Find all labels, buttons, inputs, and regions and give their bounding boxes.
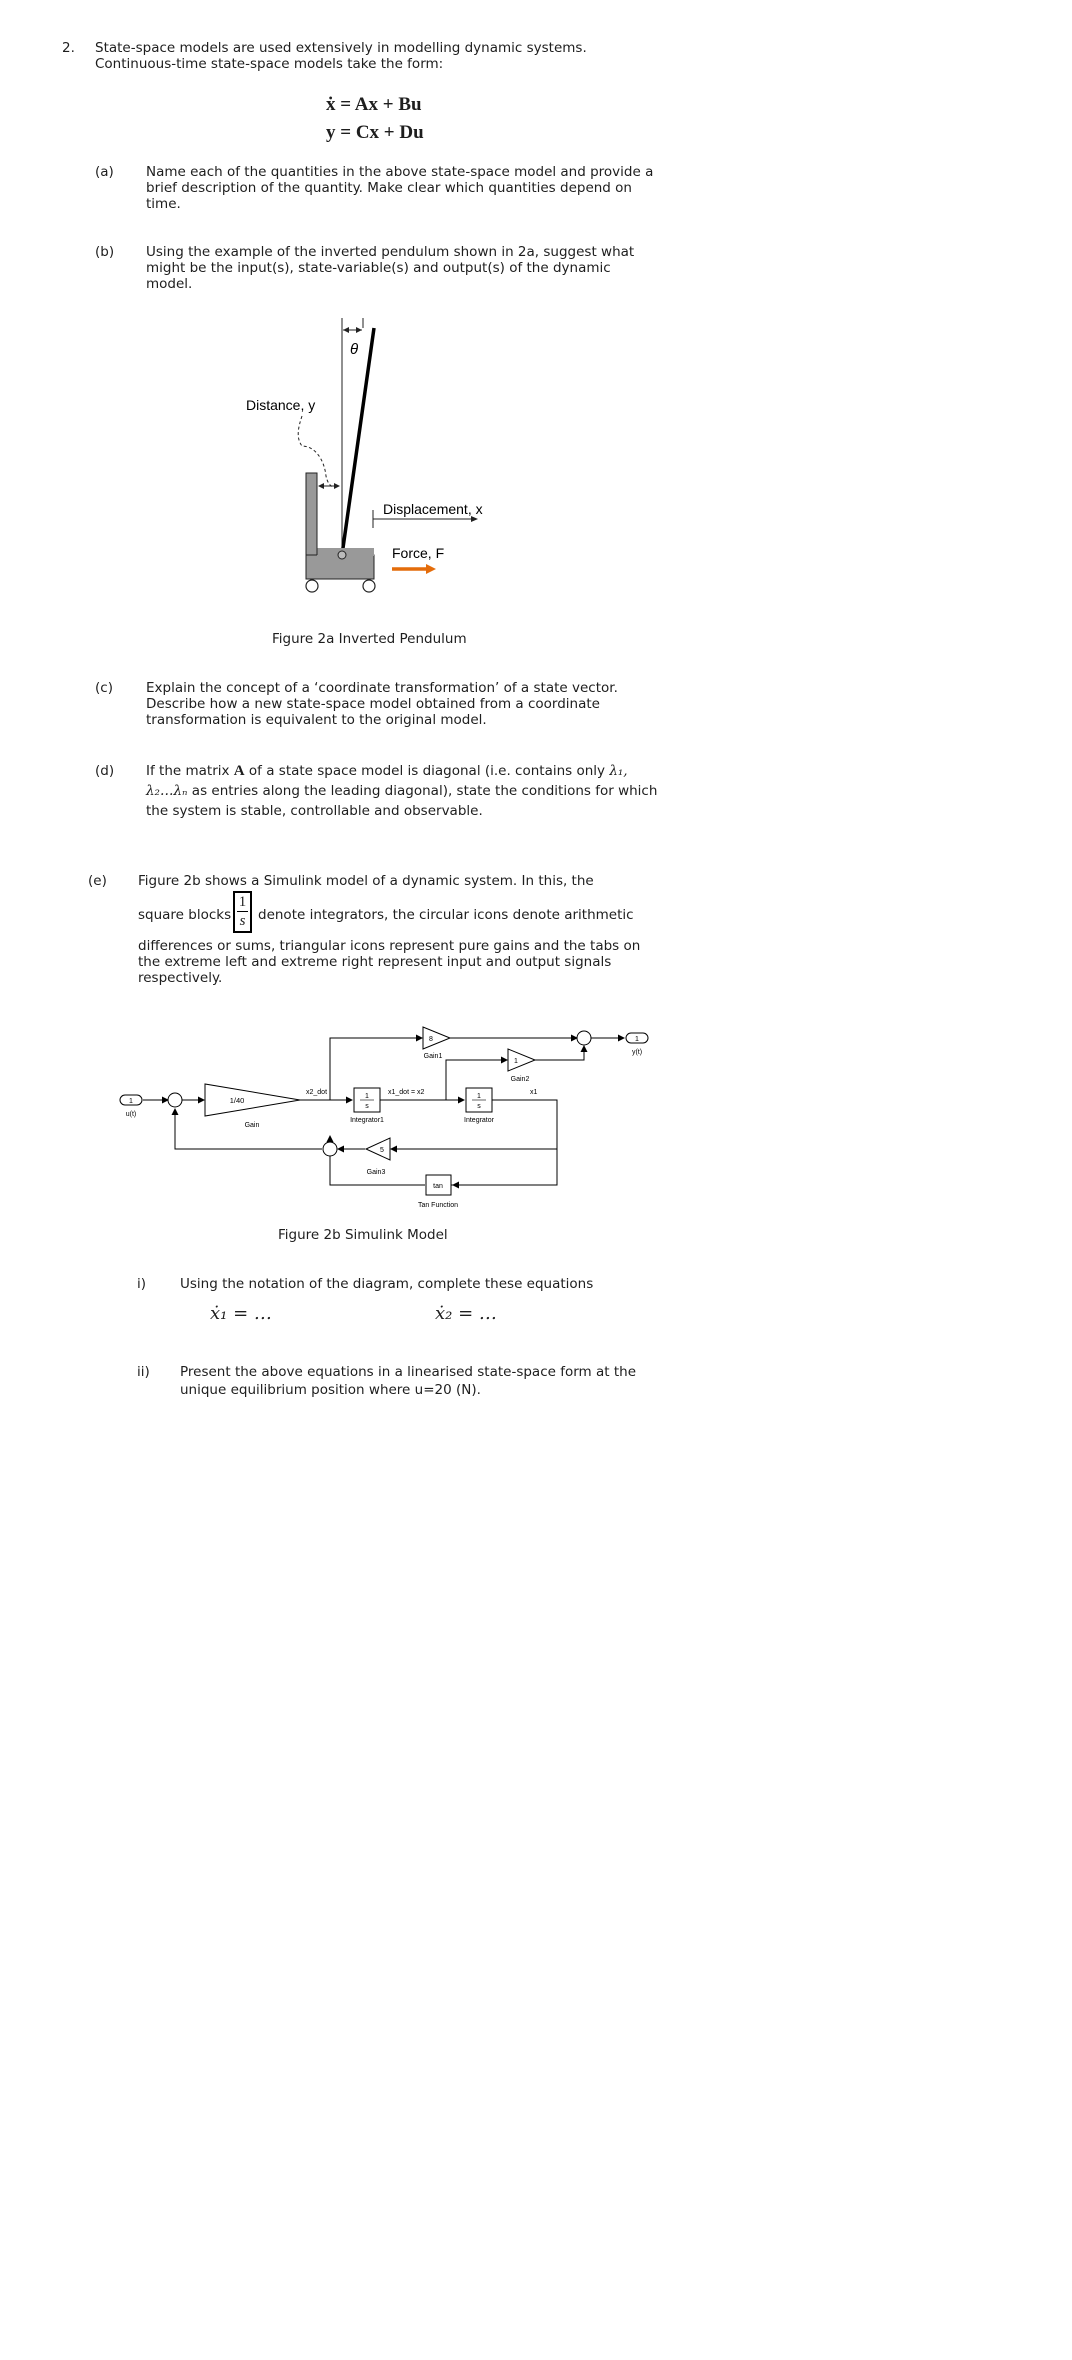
sub-ii-label: ii): [137, 1364, 150, 1380]
part-a-label: (a): [95, 164, 114, 180]
part-b-line-1: Using the example of the inverted pendulum shown in 2a, suggest what: [146, 244, 635, 260]
part-c-line-3: transformation is equivalent to the original model.: [146, 712, 487, 728]
part-d-label: (d): [95, 763, 115, 779]
gain-value: 1/40: [229, 1096, 245, 1105]
part-d-line-3: the system is stable, controllable and observable.: [146, 803, 483, 819]
tan-name: Tan Function: [417, 1202, 459, 1209]
sum-block-3: [577, 1031, 591, 1045]
intro-line-1: State-space models are used extensively in modelling dynamic systems.: [95, 40, 587, 56]
part-d-line-2: λ₂…λₙ as entries along the leading diagonal), state the conditions for which: [146, 783, 658, 799]
sum-block-2: [323, 1142, 337, 1156]
output-equation: y = Cx + Du: [326, 122, 424, 143]
sub-ii-line-1: Present the above equations in a linearised state-space form at the: [180, 1364, 637, 1380]
gain3-block: [366, 1138, 390, 1160]
integrator-name: Integrator: [464, 1117, 494, 1124]
gain1-value: 8: [429, 1036, 433, 1043]
pendulum-rod: [342, 328, 374, 555]
cart-back-post: [306, 473, 317, 555]
distance-label: Distance, y: [246, 397, 316, 413]
part-a-line-3: time.: [146, 196, 181, 212]
part-e-line-4: the extreme left and extreme right represent input and output signals: [138, 954, 612, 970]
part-e-line-3: differences or sums, triangular icons represent pure gains and the tabs on: [138, 938, 641, 954]
part-e-line-2-pre: square blocks: [138, 907, 232, 923]
signal-x2-dot: x2_dot: [306, 1089, 328, 1096]
integrator1-name: Integrator1: [350, 1117, 384, 1124]
gain2-block: [508, 1049, 535, 1071]
tan-value: tan: [433, 1183, 443, 1190]
part-b-label: (b): [95, 244, 115, 260]
part-e-label: (e): [88, 873, 107, 889]
figure-2a-inverted-pendulum: [240, 318, 500, 608]
part-d-line-1: If the matrix A of a state space model is diagonal (i.e. contains only λ₁,: [146, 763, 628, 779]
figure-2a-caption: Figure 2a Inverted Pendulum: [272, 631, 467, 647]
question-number: 2.: [62, 40, 75, 56]
sum-block-1: [168, 1093, 182, 1107]
part-b-line-3: model.: [146, 276, 193, 292]
gain2-name: Gain2: [510, 1076, 530, 1083]
gain2-value: 1: [514, 1058, 518, 1065]
displacement-label: Displacement, x: [383, 501, 483, 517]
svg-text:1: 1: [365, 1093, 369, 1100]
pivot: [338, 551, 346, 559]
svg-text:1: 1: [477, 1093, 481, 1100]
cart-wheel-right: [363, 580, 375, 592]
output-label: y(t): [631, 1049, 643, 1056]
force-label: Force, F: [392, 545, 445, 561]
gain1-block: [423, 1027, 450, 1049]
part-b-line-2: might be the input(s), state-variable(s) and output(s) of the dynamic: [146, 260, 611, 276]
part-a-line-2: brief description of the quantity. Make clear which quantities depend on: [146, 180, 632, 196]
figure-2b-caption: Figure 2b Simulink Model: [278, 1227, 448, 1243]
svg-text:s: s: [365, 1103, 369, 1110]
part-e-line-1: Figure 2b shows a Simulink model of a dynamic system. In this, the: [138, 873, 594, 889]
part-e-line-5: respectively.: [138, 970, 223, 986]
equation-x1-dot: ẋ₁ = …: [210, 1303, 272, 1324]
distance-dashed-lead: [298, 416, 339, 487]
intro-line-2: Continuous-time state-space models take the form:: [95, 56, 444, 72]
theta-label: θ: [350, 341, 359, 358]
sub-i-text: Using the notation of the diagram, complete these equations: [180, 1276, 594, 1292]
integrator-block-icon: 1 s: [233, 891, 252, 933]
part-c-line-1: Explain the concept of a ‘coordinate transformation’ of a state vector.: [146, 680, 618, 696]
part-c-label: (c): [95, 680, 113, 696]
input-label: u(t): [125, 1111, 137, 1118]
signal-x1-dot: x1_dot = x2: [388, 1089, 425, 1096]
figure-2b-simulink-model: [110, 1010, 670, 1220]
cart-wheel-left: [306, 580, 318, 592]
gain-block: [205, 1084, 300, 1116]
gain3-name: Gain3: [366, 1169, 386, 1176]
equation-x2-dot: ẋ₂ = …: [435, 1303, 497, 1324]
gain-name: Gain: [244, 1122, 260, 1129]
part-a-line-1: Name each of the quantities in the above state-space model and provide a: [146, 164, 654, 180]
output-port-number: 1: [635, 1036, 639, 1043]
input-port-number: 1: [129, 1098, 133, 1105]
sub-i-label: i): [137, 1276, 147, 1292]
gain1-name: Gain1: [423, 1053, 443, 1060]
gain3-value: 5: [380, 1147, 384, 1154]
sub-ii-line-2: unique equilibrium position where u=20 (N).: [180, 1382, 481, 1398]
part-e-line-2-post: denote integrators, the circular icons denote arithmetic: [258, 907, 634, 923]
state-equation: ẋ = Ax + Bu: [326, 94, 422, 115]
svg-text:s: s: [477, 1103, 481, 1110]
part-c-line-2: Describe how a new state-space model obtained from a coordinate: [146, 696, 600, 712]
signal-x1: x1: [530, 1089, 538, 1096]
